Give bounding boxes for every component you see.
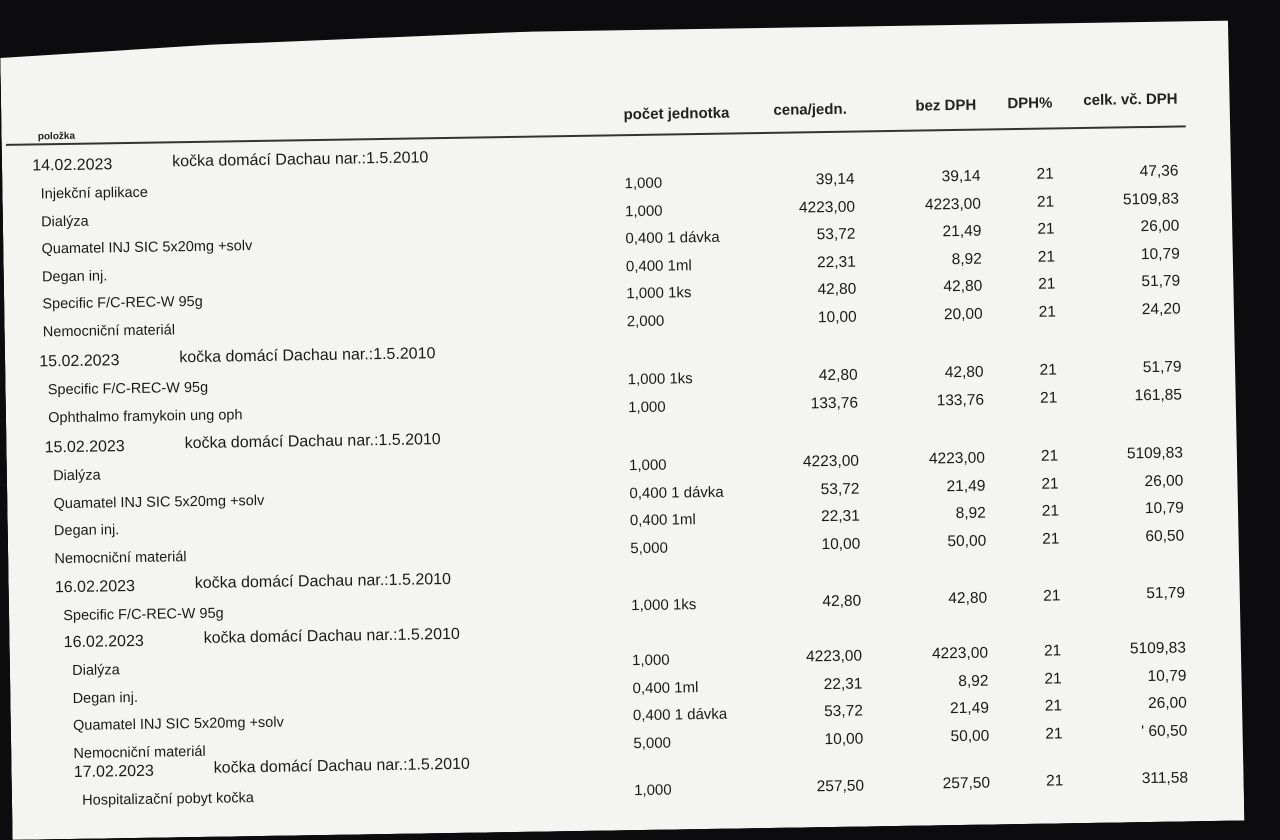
line-item-total: 10,79 xyxy=(1147,666,1187,685)
line-item-unit-price: 53,72 xyxy=(816,225,856,244)
line-item-qty: 1,000 xyxy=(631,651,670,670)
line-item-total: 51,79 xyxy=(1146,584,1186,603)
line-item-net: 21,49 xyxy=(946,477,986,495)
line-item-total: 47,36 xyxy=(1139,162,1179,181)
line-item-unit-price: 53,72 xyxy=(820,480,860,498)
line-item-qty: 1,000 1ks xyxy=(626,284,692,303)
line-item-net: 257,50 xyxy=(942,774,991,793)
line-item-vat-pct: 21 xyxy=(1042,587,1061,605)
group-date: 15.02.2023 xyxy=(44,438,125,457)
line-item-vat-pct: 21 xyxy=(1037,247,1056,266)
group-patient: kočka domácí Dachau nar.:1.5.2010 xyxy=(184,431,441,453)
line-item-unit-price: 53,72 xyxy=(823,702,864,721)
line-item-net: 4223,00 xyxy=(928,449,986,468)
group-patient: kočka domácí Dachau nar.:1.5.2010 xyxy=(179,345,436,367)
line-item-qty: 0,400 1 dávka xyxy=(625,228,720,248)
line-item-unit-price: 42,80 xyxy=(822,592,862,611)
line-item-vat-pct: 21 xyxy=(1040,447,1059,465)
line-item-unit-price: 22,31 xyxy=(816,253,856,271)
line-item-name: Specific F/C-REC-W 95g xyxy=(63,605,224,625)
line-item-vat-pct: 21 xyxy=(1044,697,1063,715)
line-item-vat-pct: 21 xyxy=(1044,669,1062,688)
line-item-net: 50,00 xyxy=(950,727,990,745)
column-header-net: bez DPH xyxy=(915,96,977,115)
group-date: 16.02.2023 xyxy=(54,577,136,597)
line-item-qty: 2,000 xyxy=(626,312,665,330)
line-item-net: 39,14 xyxy=(941,167,981,186)
line-item-vat-pct: 21 xyxy=(1045,772,1064,790)
line-item-unit-price: 39,14 xyxy=(815,170,855,189)
line-item-total: 5109,83 xyxy=(1126,444,1184,463)
group-date: 15.02.2023 xyxy=(39,352,120,371)
line-item-unit-price: 22,31 xyxy=(820,507,860,526)
group-patient: kočka domácí Dachau nar.:1.5.2010 xyxy=(172,149,429,171)
line-item-name: Hospitalizační pobyt kočka xyxy=(82,790,255,809)
line-item-qty: 0,400 1ml xyxy=(629,511,696,530)
column-header-item: položka xyxy=(37,130,76,143)
line-item-net: 133,76 xyxy=(936,391,985,409)
line-item-net: 50,00 xyxy=(947,532,987,550)
line-item-total: 24,20 xyxy=(1141,299,1181,318)
line-item-name: Specific F/C-REC-W 95g xyxy=(42,293,203,313)
line-item-name: Nemocniční materiál xyxy=(54,548,187,567)
line-item-vat-pct: 21 xyxy=(1036,165,1054,183)
column-header-qty: počet jednotka xyxy=(623,104,730,124)
line-item-total: 26,00 xyxy=(1140,217,1180,236)
line-item-name: Degan inj. xyxy=(72,689,139,707)
line-item-qty: 1,000 1ks xyxy=(631,596,697,615)
line-item-net: 21,49 xyxy=(949,699,990,718)
line-item-total: 311,58 xyxy=(1141,769,1189,788)
line-item-total: ' 60,50 xyxy=(1141,721,1188,740)
header-rule xyxy=(6,125,1186,146)
line-item-unit-price: 10,00 xyxy=(817,308,857,326)
line-item-qty: 5,000 xyxy=(633,734,672,752)
line-item-qty: 1,000 xyxy=(624,174,663,193)
line-item-total: 26,00 xyxy=(1144,471,1184,490)
line-item-qty: 5,000 xyxy=(630,539,669,557)
line-item-total: 51,79 xyxy=(1141,272,1181,291)
line-item-net: 4223,00 xyxy=(924,195,982,213)
group-patient: kočka domácí Dachau nar.:1.5.2010 xyxy=(213,755,471,777)
line-item-unit-price: 4223,00 xyxy=(805,647,863,666)
line-item-net: 8,92 xyxy=(955,504,986,523)
line-item-name: Dialýza xyxy=(72,662,120,679)
line-item-qty: 1,000 xyxy=(634,781,672,800)
line-item-total: 26,00 xyxy=(1147,694,1187,713)
line-item-name: Specific F/C-REC-W 95g xyxy=(47,379,209,399)
line-item-total: 161,85 xyxy=(1134,385,1183,404)
line-item-vat-pct: 21 xyxy=(1042,529,1060,548)
line-item-net: 42,80 xyxy=(944,363,984,382)
line-item-total: 10,79 xyxy=(1140,245,1180,263)
line-item-name: Ophthalmo framykoin ung oph xyxy=(48,406,243,426)
line-item-total: 51,79 xyxy=(1142,358,1182,377)
line-item-net: 42,80 xyxy=(948,589,988,608)
line-item-net: 4223,00 xyxy=(931,644,989,663)
line-item-qty: 1,000 xyxy=(628,456,667,475)
line-item-unit-price: 257,50 xyxy=(816,777,865,796)
line-item-net: 42,80 xyxy=(943,277,983,296)
line-item-vat-pct: 21 xyxy=(1037,220,1055,238)
line-item-qty: 0,400 1 dávka xyxy=(632,705,728,725)
line-item-name: Dialýza xyxy=(52,467,101,485)
line-item-name: Nemocniční materiál xyxy=(42,321,176,340)
line-item-net: 20,00 xyxy=(943,305,983,323)
line-item-unit-price: 22,31 xyxy=(823,675,863,693)
line-item-qty: 0,400 1 dávka xyxy=(629,483,724,502)
line-item-name: Nemocniční materiál xyxy=(73,743,206,762)
line-item-name: Dialýza xyxy=(41,213,89,230)
line-item-total: 5109,83 xyxy=(1122,190,1180,208)
line-item-total: 60,50 xyxy=(1145,526,1185,545)
line-item-vat-pct: 21 xyxy=(1038,275,1056,293)
line-item-name: Quamatel INJ SIC 5x20mg +solv xyxy=(53,492,265,512)
group-date: 16.02.2023 xyxy=(63,632,144,652)
line-item-vat-pct: 21 xyxy=(1045,724,1063,743)
line-item-qty: 0,400 1ml xyxy=(625,256,692,275)
column-header-unit-price: cena/jedn. xyxy=(773,100,847,119)
column-header-vat-pct: DPH% xyxy=(1007,94,1053,113)
line-item-unit-price: 10,00 xyxy=(824,730,864,748)
line-item-vat-pct: 21 xyxy=(1038,302,1057,321)
line-item-vat-pct: 21 xyxy=(1041,474,1059,493)
line-item-net: 21,49 xyxy=(942,222,982,241)
column-header-total: celk. vč. DPH xyxy=(1083,90,1178,109)
group-date: 14.02.2023 xyxy=(32,156,113,175)
line-item-vat-pct: 21 xyxy=(1039,388,1058,407)
line-item-unit-price: 4223,00 xyxy=(798,198,856,216)
line-item-qty: 1,000 xyxy=(627,398,666,416)
line-item-vat-pct: 21 xyxy=(1039,361,1057,379)
line-item-name: Degan inj. xyxy=(41,267,108,285)
line-item-name: Injekční aplikace xyxy=(40,184,149,203)
line-item-qty: 1,000 xyxy=(624,202,663,220)
line-item-unit-price: 42,80 xyxy=(818,366,858,385)
line-item-net: 8,92 xyxy=(958,672,989,690)
line-item-total: 5109,83 xyxy=(1129,639,1187,658)
line-item-vat-pct: 21 xyxy=(1041,502,1060,520)
group-patient: kočka domácí Dachau nar.:1.5.2010 xyxy=(203,625,460,647)
line-item-unit-price: 10,00 xyxy=(821,535,861,553)
line-item-vat-pct: 21 xyxy=(1043,642,1062,660)
line-item-net: 8,92 xyxy=(951,250,982,268)
line-item-name: Degan inj. xyxy=(53,522,120,540)
line-item-qty: 1,000 1ks xyxy=(627,370,693,389)
group-patient: kočka domácí Dachau nar.:1.5.2010 xyxy=(194,570,452,593)
line-item-name: Quamatel INJ SIC 5x20mg +solv xyxy=(72,714,284,734)
group-date: 17.02.2023 xyxy=(73,762,154,781)
line-item-qty: 0,400 1ml xyxy=(632,678,699,697)
line-item-total: 10,79 xyxy=(1144,499,1184,518)
line-item-vat-pct: 21 xyxy=(1036,192,1055,211)
line-item-unit-price: 42,80 xyxy=(817,280,857,299)
line-item-unit-price: 133,76 xyxy=(810,394,859,412)
line-item-unit-price: 4223,00 xyxy=(802,452,860,471)
line-item-name: Quamatel INJ SIC 5x20mg +solv xyxy=(41,238,253,258)
